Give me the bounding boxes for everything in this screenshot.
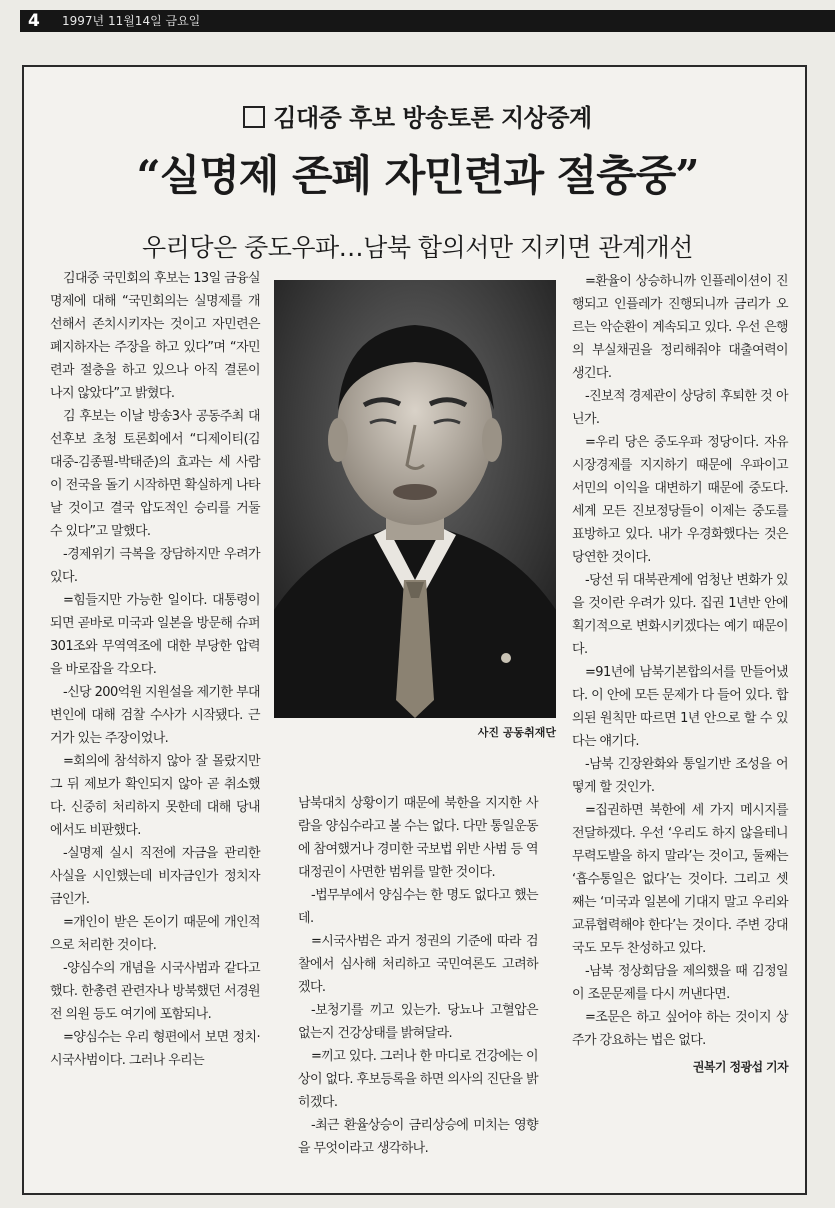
paragraph: 남북대치 상황이기 때문에 북한을 지지한 사람을 양심수라고 볼 수는 없다. 다만 통일운동에 참여했거나 경미한 국보법 위반 사범 등 역대정권이 사면한 범위를 말한 것이다.: [298, 796, 538, 880]
paragraph: -남북 정상회담을 제의했을 때 김정일이 조문문제를 다시 꺼낸다면.: [572, 964, 788, 1002]
paragraph: -신당 200억원 지원설을 제기한 부대변인에 대해 검찰 수사가 시작됐다. 근거가 있는 주장이었나.: [50, 685, 260, 746]
paragraph: -남북 긴장완화와 통일기반 조성을 어떻게 할 것인가.: [572, 757, 788, 795]
article-column-1: [50, 267, 260, 1072]
article-headline: “실명제 존폐 자민련과 절충중”: [136, 151, 699, 200]
square-bullet-icon: [243, 106, 265, 128]
paragraph: =우리 당은 중도우파 정당이다. 자유시장경제를 지지하기 때문에 우파이고 서민의 이익을 대변하기 때문에 중도다. 세계 모든 진보정당들이 이제는 중도를 표방하고 있다. 내가 우경화했다는 것은 당연한 것이다.: [572, 435, 788, 565]
paragraph: -법무부에서 양심수는 한 명도 없다고 했는데.: [298, 888, 538, 926]
article-kicker: [0, 98, 835, 133]
paragraph: =힘들지만 가능한 일이다. 대통령이 되면 곧바로 미국과 일본을 방문해 슈퍼 301조와 무역역조에 대한 부당한 압력을 바로잡을 각오다.: [50, 593, 260, 677]
paragraph: -실명제 실시 직전에 자금을 관리한 사실을 시인했는데 비자금인가 정치자금인가.: [50, 846, 260, 907]
article-column-2: [298, 792, 538, 1160]
paragraph: =조문은 하고 싶어야 하는 것이지 상주가 강요하는 법은 없다.: [572, 1010, 788, 1048]
paragraph: -당선 뒤 대북관계에 엄청난 변화가 있을 것이란 우려가 있다. 집권 1년반 안에 획기적으로 변화시키겠다는 예기 때문이다.: [572, 573, 788, 657]
paragraph: =집권하면 북한에 세 가지 메시지를 전달하겠다. 우선 ‘우리도 하지 않을테니 무력도발을 하지 말라’는 것이고, 둘째는 ‘흡수통일은 없다’는 것이다. 그리고 셋째는 ‘미국과 일본에 기대지 말고 우리와 교류협력해야 한다’는 것이다. 주변 강대국도 모두 찬성하고 있다.: [572, 803, 788, 956]
paragraph: =회의에 참석하지 않아 잘 몰랐지만 그 뒤 제보가 확인되지 않아 곧 취소했다. 신중히 처리하지 못한데 대해 당내에서도 비판했다.: [50, 754, 260, 838]
publication-date: 1997년 11월14일 금요일: [62, 14, 201, 28]
paragraph: =개인이 받은 돈이기 때문에 개인적으로 처리한 것이다.: [50, 915, 260, 953]
paragraph: =시국사범은 과거 정권의 기준에 따라 검찰에서 심사해 처리하고 국민여론도 고려하겠다.: [298, 934, 538, 995]
paragraph: =끼고 있다. 그러나 한 마디로 건강에는 이상이 없다. 후보등록을 하면 의사의 진단을 밝히겠다.: [298, 1049, 538, 1110]
paragraph: 김대중 국민회의 후보는 13일 금융실명제에 대해 “국민회의는 실명제를 개선해서 존치시키자는 것이고 자민련은 폐지하자는 주장을 하고 있다”며 “자민련과 절충을 하고 있으나 아직 결론이 나지 않았다”고 밝혔다.: [50, 271, 260, 401]
paragraph: =환율이 상승하니까 인플레이션이 진행되고 인플레가 진행되니까 금리가 오르는 악순환이 계속되고 있다. 우선 은행의 부실채권을 정리해줘야 대출여력이 생긴다.: [572, 274, 788, 381]
paragraph: 김 후보는 이날 방송3사 공동주최 대선후보 초청 토론회에서 “디제이티(김대중-김종필-박태준)의 효과는 세 사람이 전국을 돌기 시작하면 확실하게 나타날 것이고 결국 압도적인 승리를 거둘 수 있다”고 말했다.: [50, 409, 260, 539]
portrait-image: [274, 280, 556, 718]
paragraph: -경제위기 극복을 장담하지만 우려가 있다.: [50, 547, 260, 585]
paragraph: -최근 환율상승이 금리상승에 미치는 영향을 무엇이라고 생각하나.: [298, 1118, 538, 1156]
article-byline: 권복기 정광섭 기자: [692, 1060, 788, 1074]
photo-caption: 사진 공동취재단: [477, 726, 556, 739]
kicker-text: 김대중 후보 방송토론 지상중계: [273, 104, 592, 132]
candidate-photo: [274, 280, 556, 718]
article-subhead: 우리당은 중도우파…남북 합의서만 지키면 관계개선: [142, 233, 693, 262]
paragraph: =91년에 남북기본합의서를 만들어냈다. 이 안에 모든 문제가 다 들어 있다. 합의된 원칙만 따르면 1년 안으로 할 수 있다는 얘기다.: [572, 665, 788, 749]
article-column-3: [572, 270, 788, 1079]
paragraph: -양심수의 개념을 시국사범과 같다고 했다. 한총련 관련자나 방북했던 서경원 전 의원 등도 여기에 포함되나.: [50, 961, 260, 1022]
paragraph: -보청기를 끼고 있는가. 당뇨나 고혈압은 없는지 건강상태를 밝혀달라.: [298, 1003, 538, 1041]
paragraph: -진보적 경제관이 상당히 후퇴한 것 아닌가.: [572, 389, 788, 427]
paragraph: =양심수는 우리 형편에서 보면 정치·시국사범이다. 그러나 우리는: [50, 1030, 260, 1068]
page-number: 4: [28, 11, 40, 31]
